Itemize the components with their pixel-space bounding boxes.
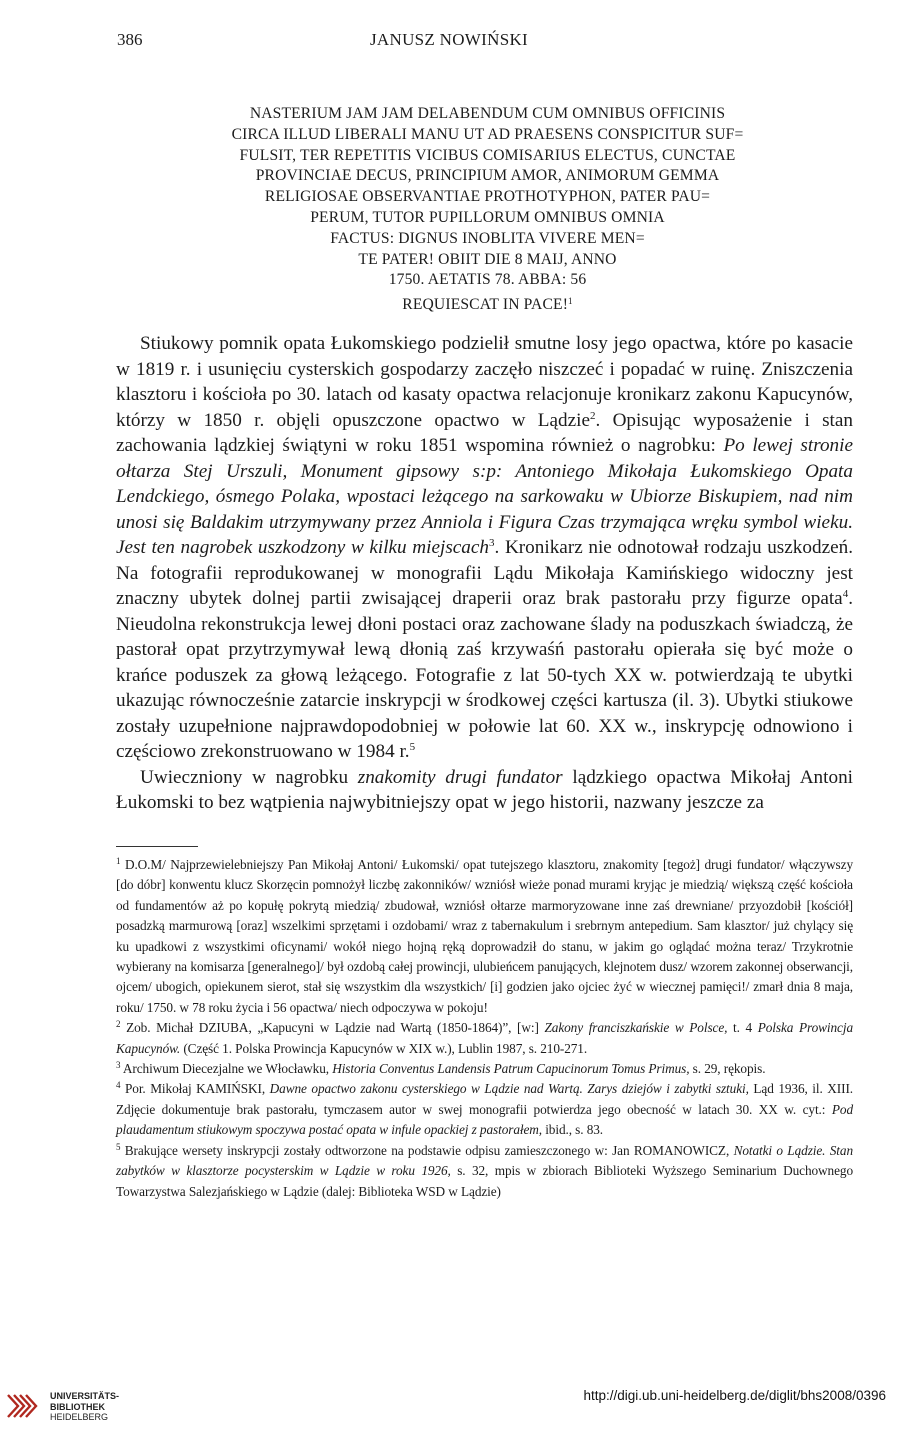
logo-line: UNIVERSITÄTS-: [50, 1391, 120, 1401]
footnote-text: (Część 1. Polska Prowincja Kapucynów w XIX w.), Lublin 1987, s. 210-271.: [180, 1040, 588, 1056]
logo-line: HEIDELBERG: [50, 1412, 109, 1422]
inscription-line-last: [110, 291, 865, 316]
footnote-4: [116, 1079, 853, 1140]
footnote-text: s. 29, rękopis.: [689, 1061, 766, 1077]
footnote-text: Archiwum Diecezjalne we Włocławku,: [120, 1061, 333, 1077]
inscription-block: [110, 104, 865, 316]
page-number: 386: [117, 30, 143, 49]
footnote-ref[interactable]: 1: [568, 296, 573, 307]
paragraph-text: lądzkiego opactwa Mikołaj Antoni Łukomski to bez wątpienia najwybitniejszy opat w jego historii, nazwany jeszcze za: [116, 766, 853, 813]
paragraph: [116, 331, 853, 765]
footnote-title: Dawne opactwo zakonu cysterskiego w Lądzie nad Wartą. Zarys dziejów i zabytki sztuki,: [269, 1081, 749, 1097]
footnote-ref[interactable]: 2: [589, 409, 596, 422]
footnote-1: [116, 855, 853, 1018]
footnote-divider: [116, 846, 198, 847]
quotation-italic: Po lewej stronie ołtarza Stej Urszuli, Monument gipsowy s:p: Antoniego Mikołaja Łukomskiego Opata Lendckiego, ósmego Polaka, wpostaci leżącego na sarkowaku w Ubiorze Biskupiem, nad nim unosi się Baldakim utrzymywany przez Anniola i Figura Czas trzymająca wręku symbol wieku. Jest ten nagrobek uszkodzony w kilku miejscach: [116, 435, 853, 558]
source-url-link[interactable]: http://digi.ub.uni-heidelberg.de/diglit/bhs2008/0396: [583, 1388, 886, 1403]
inscription-line: FACTUS: DIGNUS INOBLITA VIVERE MEN=: [330, 229, 645, 247]
paragraph-text: . Kronikarz nie odnotował rodzaju uszkodzeń. Na fotografii reprodukowanej w monografii Lądu Mikołaja Kamińskiego widoczny jest znaczny ubytek dolnej partii zwisającej draperii oraz brak pastorału przy figurze opata: [116, 537, 853, 609]
footnote-title: Notatki o Lądzie. Stan zabytków w klasztorze pocysterskim w Lądzie w roku 1926,: [116, 1142, 854, 1179]
footnote-text: Brakujące wersety inskrypcji zostały odtworzone na podstawie odpisu zamieszczonego w: Jan ROMANOWICZ,: [120, 1142, 734, 1158]
inscription-line: RELIGIOSAE OBSERVANTIAE PROTHOTYPHON, PATER PAU=: [264, 188, 711, 206]
footnote-number: 1: [116, 856, 121, 866]
footnote-5: [116, 1141, 853, 1202]
library-logo-icon: [6, 1387, 40, 1425]
footnote-number: 2: [116, 1019, 121, 1030]
inscription-line: NASTERIUM JAM JAM DELABENDUM CUM OMNIBUS OFFICINIS: [249, 105, 726, 122]
footnote-text: s. 32, mpis w zbiorach Biblioteki Wyższego Seminarium Duchownego Towarzystwa Salezjańskiego w Lądzie (dalej: Biblioteka WSD w Lądzie): [116, 1163, 853, 1199]
logo-chevrons: [8, 1395, 36, 1417]
paragraph-text: . Opisując wyposażenie i stan zachowania lądzkiej świątyni w roku 1851 wspomina również o nagrobku:: [116, 409, 853, 456]
inscription-line: REQUIESCAT IN PACE!: [402, 296, 569, 314]
library-logo-text: [50, 1391, 119, 1423]
footnote-ref[interactable]: 4: [842, 588, 849, 600]
inscription-line: FULSIT, TER REPETITIS VICIBUS COMISARIUS ELECTUS, CUNCTAE: [239, 146, 736, 164]
footnote-number: 5: [116, 1141, 121, 1152]
running-head: JANUSZ NOWIŃSKI: [370, 30, 528, 49]
footnote-text: Por. Mikołaj KAMIŃSKI,: [120, 1081, 270, 1097]
footnote-title: Polska Prowincja Kapucynów.: [116, 1020, 853, 1056]
footnote-title: Pod plaudamentum stiukowym spoczywa postać opata w infule opackiej z pastorałem,: [116, 1101, 853, 1138]
footnote-ref[interactable]: 3: [489, 537, 495, 549]
footnote-number: 3: [116, 1060, 121, 1071]
inscription-line: CIRCA ILLUD LIBERALI MANU UT AD PRAESENS CONSPICITUR SUF=: [231, 125, 744, 143]
footnote-text: Ląd 1936, il. XIII. Zdjęcie dokumentuje brak pastorału, tymczasem autor w swej monografii potwierdza jego obecność w latach 30. XX w. cyt.:: [116, 1081, 853, 1117]
body-text: [116, 331, 853, 816]
footnote-text: t. 4: [727, 1020, 758, 1036]
paragraph-text: Uwieczniony w nagrobku: [140, 766, 358, 788]
paragraph-text: Stiukowy pomnik opata Łukomskiego podzielił smutne losy jego opactwa, które po kasacie w 1819 r. i usunięciu cysterskich gospodarzy zaczęło niszczeć i popadać w ruinę. Zniszczenia klasztoru i kościoła po 30. latach od kasaty opactwa relacjonuje kronikarz zakonu Kapucynów, którzy w 1850 r. objęli opuszczone opactwo w Lądzie: [116, 333, 853, 431]
inscription-line: 1750. AETATIS 78. ABBA: 56: [388, 271, 587, 289]
footnote-text: ibid., s. 83.: [541, 1122, 604, 1138]
footnotes: [116, 855, 853, 1202]
footnote-3: [116, 1059, 853, 1079]
paragraph-text: . Nieudolna rekonstrukcja lewej dłoni postaci oraz zachowane ślady na poduszkach świadczą, że pastorał opat przytrzymywał lewą dłonią zaś krzywaśń pastorału opierała się być może o krańce poduszek za głową leżącego. Fotografie z lat 50-tych XX w. potwierdzają te ubytki ukazując równocześnie zatarcie inskrypcji w środkowej części kartusza (il. 3). Ubytki stiukowe zostały uzupełnione najprawdopodobniej w połowie lat 60. XX w., inskrypcję odnowiono i częściowo zrekonstruowano w 1984 r.: [116, 588, 853, 762]
footnote-title: Zakony franciszkańskie w Polsce,: [544, 1020, 728, 1036]
inscription-line: TE PATER! OBIIT DIE 8 MAIJ, ANNO: [358, 250, 617, 268]
quotation-italic: znakomity drugi fundator: [357, 766, 563, 788]
footnote-text: Zob. Michał DZIUBA, „Kapucyni w Lądzie nad Wartą (1850-1864)”, [w:]: [120, 1020, 545, 1036]
page-header: [0, 30, 898, 54]
footnote-ref[interactable]: 5: [409, 741, 416, 753]
footnote-text: D.O.M/ Najprzewielebniejszy Pan Mikołaj Antoni/ Łukomski/ opat tutejszego klasztoru, znakomity [tegoż] drugi fundator/ włączywszy [do dóbr] konwentu klucz Skorzęcin pomnożył liczbę zakonników/ wzniósł wieże ponad murami kryjąc je miedzią/ większą część kościoła od fundamentów aż po kopułę pokrytą miedzią/ zbudował, wzniósł ołtarze marmoryzowane inne zaś drewniane/ przyozdobił [kościół] posadzką marmurową [oraz] wszelkimi sprzętami i ozdobami/ wraz z tabernakulum i srebrnym antepedium. Sam klasztor/ już chylący się ku upadkowi z wszystkimi oficynami/ wokół niego hojną ręką doprowadził do stanu, w jakim go oglądać można teraz/ Trzykrotnie wybierany na komisarza [generalnego]/ był ozdobą całej prowincji, ulubieńcem panujących, klejnotem dusz/ wzorem zakonnej obserwancji, ojcem/ ubogich, opiekunem sierot, stał się wszystkim dla wszystkich/ [i] godzien jako ojciec żyć w wiecznej pamięci!/ zmarł dnia 8 maja, roku/ 1750. w 78 roku życia i 56 opactwa/ niech odpoczywa w pokoju!: [116, 857, 853, 1015]
inscription-line: PROVINCIAE DECUS, PRINCIPIUM AMOR, ANIMORUM GEMMA: [255, 167, 720, 185]
logo-line: BIBLIOTHEK: [50, 1401, 105, 1412]
inscription-line: PERUM, TUTOR PUPILLORUM OMNIBUS OMNIA: [310, 208, 665, 226]
library-logo[interactable]: [6, 1385, 206, 1433]
footnote-number: 4: [116, 1080, 121, 1091]
footnote-title: Historia Conventus Landensis Patrum Capucinorum Tomus Primus,: [332, 1061, 690, 1077]
footnote-2: [116, 1018, 853, 1059]
paragraph: [116, 765, 853, 816]
